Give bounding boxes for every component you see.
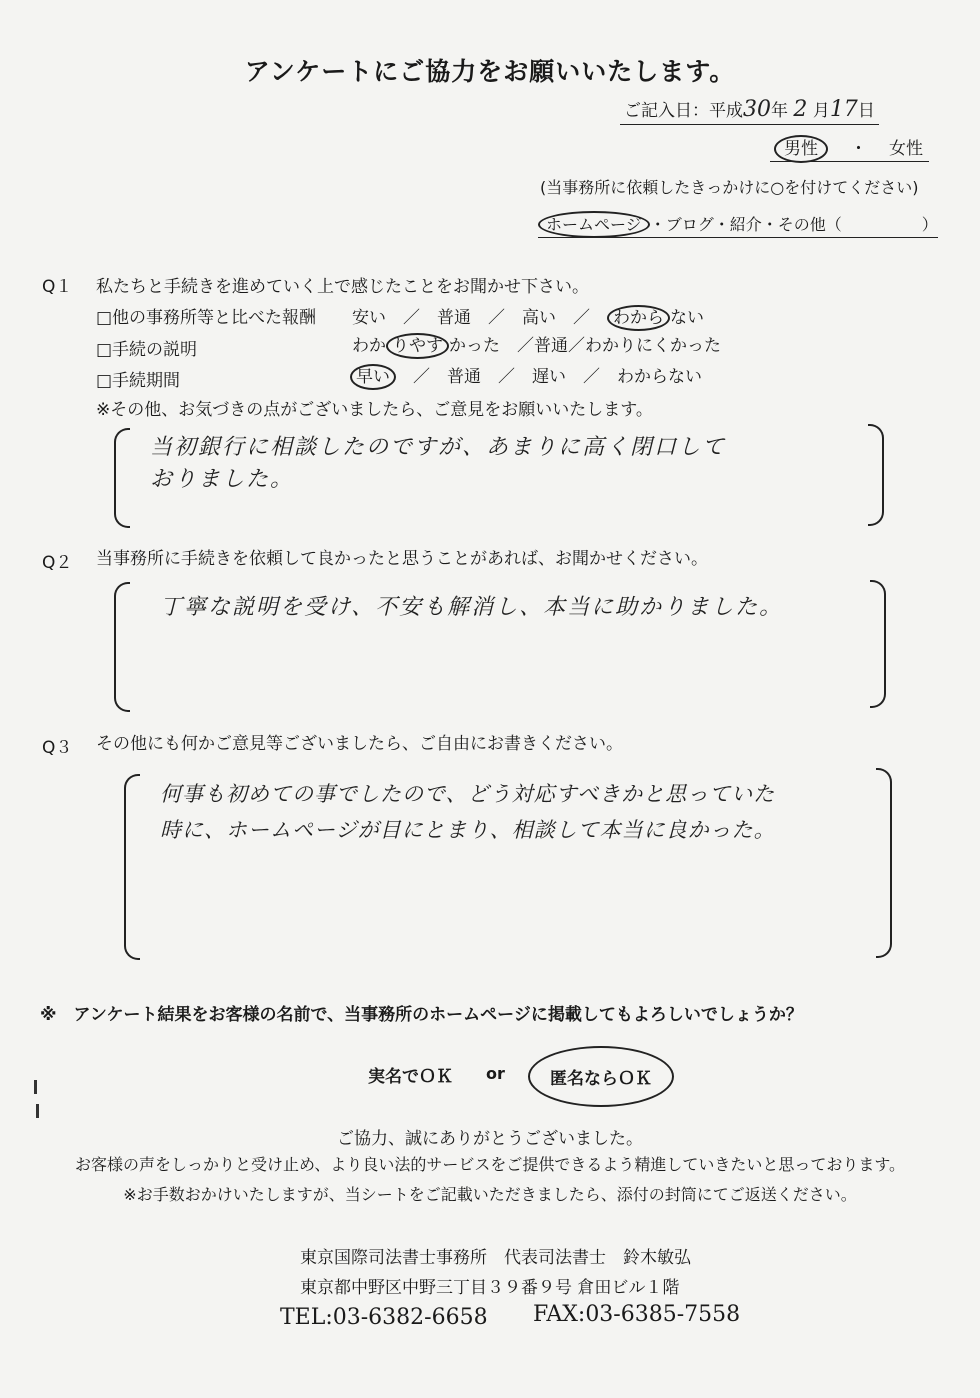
or-label: or xyxy=(486,1064,505,1083)
office-name: 東京国際司法書士事務所 代表司法書士 鈴木敏弘 xyxy=(300,1248,691,1268)
date-month-unit: 月 xyxy=(812,101,830,121)
date-day-unit: 日 xyxy=(857,101,875,121)
gender-separator: ・ xyxy=(850,139,867,159)
q2-answer-bracket-right xyxy=(870,580,886,708)
explanation-options: かった ／普通／わかりにくかった xyxy=(449,336,721,356)
q2-answer-bracket-left xyxy=(114,582,130,712)
office-address: 東京都中野区中野三丁目３９番９号 倉田ビル１階 xyxy=(300,1278,680,1298)
real-name-ok-option[interactable]: 実名でＯＫ xyxy=(368,1067,453,1087)
period-options: ／ 普通 ／ 遅い ／ わからない xyxy=(396,367,702,387)
q1-answer-line-2: おりました。 xyxy=(150,467,295,492)
q3-answer-bracket-left xyxy=(124,774,140,960)
q1-answer-line-1: 当初銀行に相談したのですが、あまりに高く閉口して xyxy=(150,435,727,460)
q1-answer-bracket-right xyxy=(868,424,884,526)
q1-row-fee-item: □他の事務所等と比べた報酬 xyxy=(96,308,317,328)
gender-male-circled[interactable]: 男性 xyxy=(774,135,828,163)
margin-mark xyxy=(34,1080,37,1094)
margin-mark xyxy=(36,1104,39,1118)
date-year-unit: 年 xyxy=(771,101,788,121)
q1-row-explanation-options xyxy=(352,331,721,356)
trigger-note: (当事務所に依頼したきっかけに○を付けてください) xyxy=(540,178,919,197)
q1-row-period-item: □手続期間 xyxy=(96,371,181,391)
closing-message: お客様の声をしっかりと受け止め、より良い法的サービスをご提供できるよう精進していきたいと思っております。 xyxy=(74,1155,906,1174)
trigger-other-options: ・ブログ・紹介・その他（ ） xyxy=(649,215,938,234)
q3-answer-bracket-right xyxy=(876,768,892,958)
q1-text: 私たちと手続きを進めていく上で感じたことをお聞かせ下さい。 xyxy=(96,277,589,297)
explanation-options-pre: わか xyxy=(352,336,386,356)
return-note: ※お手数おかけいたしますが、当シートをご記載いただきましたら、添付の封筒にてご返送ください。 xyxy=(123,1185,857,1204)
office-fax: FAX:03-6385-7558 xyxy=(533,1302,741,1327)
gender-selection xyxy=(770,134,929,162)
date-month: 2 xyxy=(793,97,808,122)
q1-note: ※その他、お気づきの点がございましたら、ご意見をお願いいたします。 xyxy=(96,400,653,420)
anonymous-ok-option-circled[interactable]: 匿名ならＯＫ xyxy=(528,1046,674,1107)
period-circled-answer[interactable]: 早い xyxy=(350,364,396,390)
gender-female[interactable]: 女性 xyxy=(889,139,923,159)
q2-label: Q２ xyxy=(42,553,73,573)
explanation-circled-answer[interactable]: りやす xyxy=(386,333,449,359)
q3-label: Q３ xyxy=(42,738,73,758)
date-label: ご記入日：平成 xyxy=(624,101,743,121)
closing-thanks: ご協力、誠にありがとうございました。 xyxy=(337,1129,643,1149)
fee-options: 安い ／ 普通 ／ 高い ／ xyxy=(352,308,607,328)
publish-question: ※ アンケート結果をお客様の名前で、当事務所のホームページに掲載してもよろしいでしょうか？ xyxy=(40,1005,803,1025)
q3-answer-line-2: 時に、ホームページが目にとまり、相談して本当に良かった。 xyxy=(160,818,776,842)
date-year: 30 xyxy=(743,97,771,122)
q1-row-period-options xyxy=(350,362,702,387)
page-title: アンケートにご協力をお願いいたします。 xyxy=(244,57,736,86)
office-tel: TEL:03-6382-6658 xyxy=(280,1305,488,1330)
q1-answer-bracket-left xyxy=(114,428,130,528)
q3-text: その他にも何かご意見等ございましたら、ご自由にお書きください。 xyxy=(96,734,623,754)
q1-label: Q１ xyxy=(42,277,73,297)
q3-answer-line-1: 何事も初めての事でしたので、どう対応すべきかと思っていた xyxy=(160,782,776,806)
date-day: 17 xyxy=(829,97,858,122)
q1-row-explanation-item: □手続の説明 xyxy=(96,340,198,360)
entry-date xyxy=(620,96,879,125)
fee-circled-answer[interactable]: わから xyxy=(607,305,670,331)
q1-row-fee-options xyxy=(352,303,704,328)
fee-options-tail: ない xyxy=(670,308,704,328)
q2-text: 当事務所に手続きを依頼して良かったと思うことがあれば、お聞かせください。 xyxy=(96,549,708,569)
q2-answer-line-1: 丁寧な説明を受け、不安も解消し、本当に助かりました。 xyxy=(160,595,784,620)
trigger-homepage-circled[interactable]: ホームページ xyxy=(538,211,650,238)
trigger-options xyxy=(538,212,938,238)
